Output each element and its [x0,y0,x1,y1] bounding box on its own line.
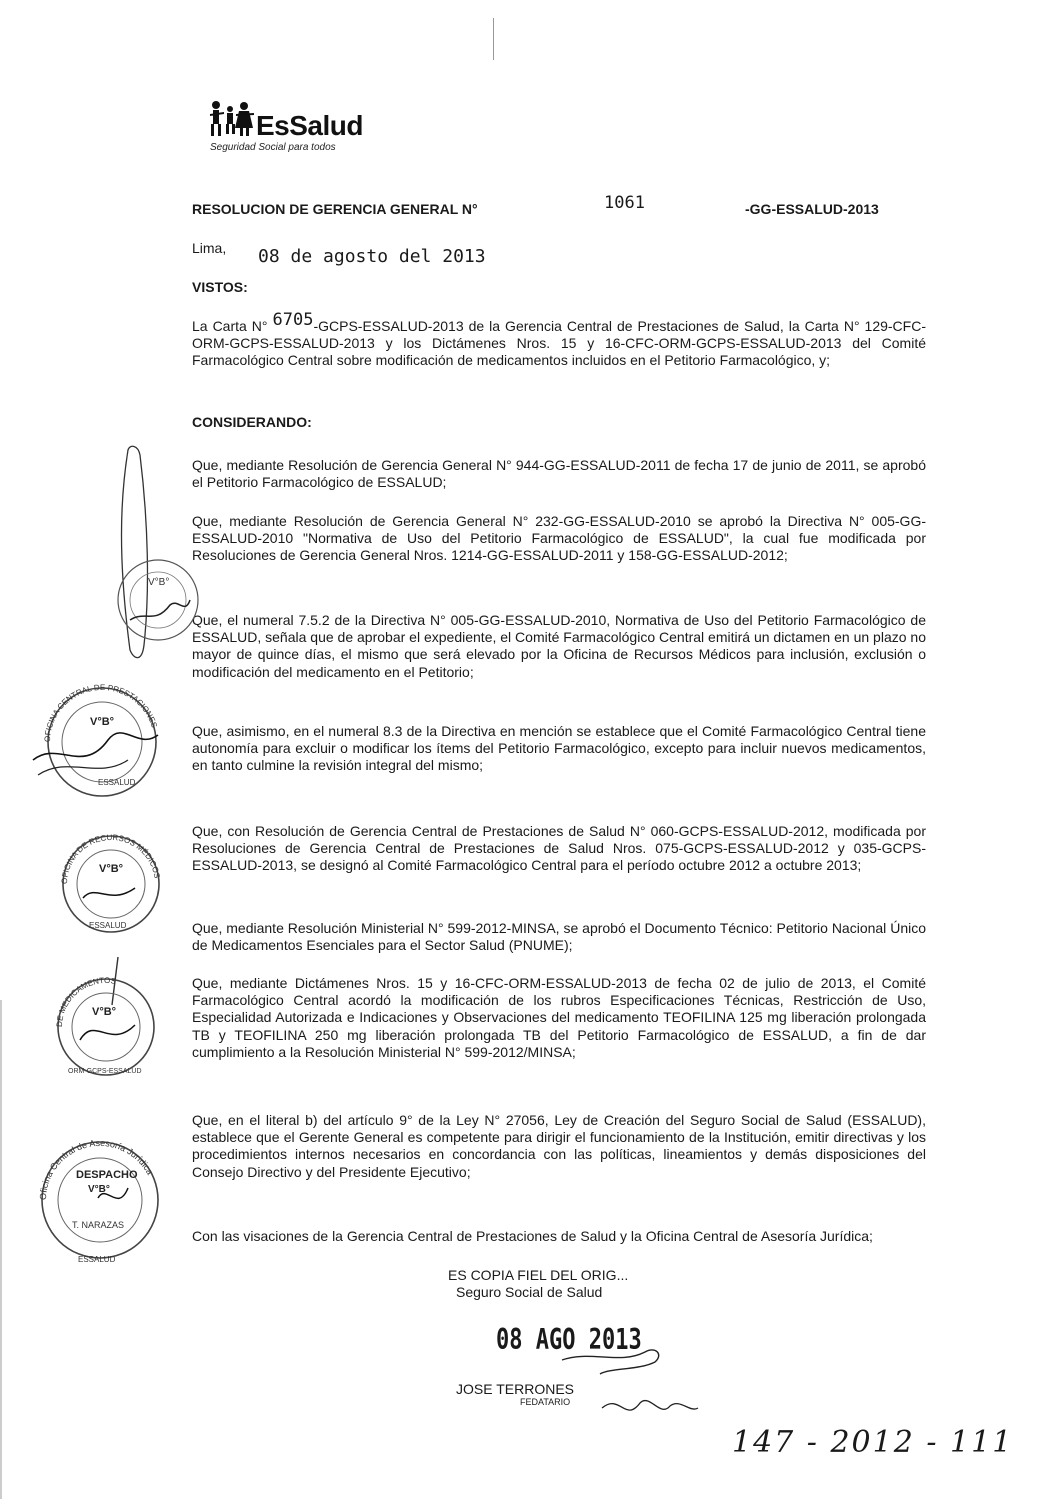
considerando-paragraph-2: Que, mediante Resolución de Gerencia General N° 232-GG-ESSALUD-2010 se aprobó la Directiva N° 005-GG-ESSALUD-2010 "Normativa de Uso del Petitorio Farmacológico de ESSALUD", la cual fue modificada por Resoluciones de Gerencia General Nros. 1214-GG-ESSALUD-2011 y 158-GG-ESSALUD-2012; [192,513,926,564]
certification-date: 08 AGO 2013 [496,1324,642,1357]
stamp5-label: V°B° [88,1184,110,1195]
certified-copy-line-2: Seguro Social de Salud [456,1284,603,1300]
place-label: Lima, [192,240,227,256]
notary-signature [600,1388,700,1428]
signature-stamp-1 [100,440,200,670]
file-number: 147 - 2012 - 111 [732,1425,1014,1460]
stamp3-bottom-text: ESSALUD [89,921,127,930]
stamp1-label: V°B° [148,577,170,588]
vistos-paragraph [192,310,926,370]
scan-edge [0,1000,2,1499]
certification-signature [560,1340,670,1380]
vistos-heading: VISTOS: [192,279,248,295]
scan-mark [493,18,494,60]
stamp5-bottom-text: ESSALUD [78,1255,116,1264]
stamp4-bottom-text: ORM-GCPS-ESSALUD [68,1068,142,1075]
considerando-paragraph-7: Que, mediante Dictámenes Nros. 15 y 16-CFC-ORM-ESSALUD-2013 de fecha 02 de julio de 2013, el Comité Farmacológico Central acordó la modificación de los rubros Especificaciones Técnicas, Restricción de Uso, Especialidad Autorizada e Indicaciones y Observaciones del medicamento TEOFILINA 125 mg liberación prolongada TB y TEOFILINA 250 mg liberación prolongada TB del Petitorio Farmacológico de ESSALUD, a fin de dar cumplimiento a la Resolución Ministerial N° 599-2012/MINSA; [192,975,926,1060]
resolution-date: 08 de agosto del 2013 [258,246,486,267]
stamp4-ring-text: DE MEDICAMENTOS [54,975,117,1028]
considerando-paragraph-4: Que, asimismo, en el numeral 8.3 de la Directiva en mención se establece que el Comité Farmacológico Central tiene autonomía para excluir o modificar los ítems del Petitorio Farmacológico, excepto para incluir nuevos medicamentos, en tanto culmine la revisión integral del mismo; [192,723,926,774]
office-stamp-2 [28,680,178,800]
svg-text:OFICINA DE RECURSOS MÉDICOS [60,833,162,884]
stamp3-ring-text: OFICINA DE RECURSOS MÉDICOS [59,832,162,885]
office-stamp-4 [40,955,170,1085]
considerando-paragraph-3: Que, el numeral 7.5.2 de la Directiva N° 005-GG-ESSALUD-2010, Normativa de Uso del Petitorio Farmacológico de ESSALUD, señala que de aprobar el expediente, el Comité Farmacológico Central emitirá un dictamen en un plazo no mayor de quince días, el mismo que será elevado por la Oficina de Recursos Médicos para inclusión, exclusión o modificación del medicamento en el Petitorio; [192,612,926,680]
notary-role: FEDATARIO [520,1397,571,1407]
vistos-text-before: La Carta N° [192,318,268,334]
considerando-heading: CONSIDERANDO: [192,414,312,430]
office-stamp-5 [28,1128,173,1273]
stamp3-label: V°B° [99,863,124,875]
resolution-number: 1061 [604,193,645,213]
considerando-paragraph-9: Con las visaciones de la Gerencia Central de Prestaciones de Salud y la Oficina Central de Asesoría Jurídica; [192,1228,873,1244]
resolution-label: RESOLUCION DE GERENCIA GENERAL N° [192,201,478,217]
considerando-paragraph-5: Que, con Resolución de Gerencia Central de Prestaciones de Salud N° 060-GCPS-ESSALUD-2012, modificada por Resoluciones de Gerencia Central de Prestaciones de Salud Nros. 075-GCPS-ESSALUD-2012 y 035-GCPS-ESSALUD-2013, se designó al Comité Farmacológico Central para el período octubre 2012 a octubre 2013; [192,823,926,874]
stamp2-label: V°B° [90,716,115,728]
essalud-logo [208,100,408,156]
office-stamp-3 [55,828,167,940]
stamp4-label: V°B° [92,1006,117,1018]
considerando-paragraph-6: Que, mediante Resolución Ministerial N° 599-2012-MINSA, se aprobó el Documento Técnico: Petitorio Nacional Único de Medicamentos Esenciales para el Sector Salud (PNUME); [192,920,926,954]
notary-name: JOSE TERRONES [456,1381,574,1397]
stamp5-name: T. NARAZAS [72,1220,125,1230]
svg-text:DE MEDICAMENTOS [55,976,117,1027]
stamp2-ring-text: OFICINA CENTRAL DE PRESTACIONES [42,682,159,743]
certified-copy-line-1: ES COPIA FIEL DEL ORIG... [448,1267,629,1283]
resolution-suffix: -GG-ESSALUD-2013 [745,201,879,217]
stamp5-ring-text: Oficina Central de Asesoría Jurídica [37,1137,156,1201]
vistos-text-after: -GCPS-ESSALUD-2013 de la Gerencia Central de Prestaciones de Salud, la Carta N° 129-CFC-ORM-GCPS-ESSALUD-2013 y los Dictámenes Nros. 15 y 16-CFC-ORM-GCPS-ESSALUD-2013 del Comité Farmacológico Central sobre modificación de medicamentos incluidos en el Petitorio Farmacológico, y; [192,318,926,369]
logo-name: EsSalud [256,110,363,141]
carta-number: 6705 [272,310,314,330]
considerando-paragraph-8: Que, en el literal b) del artículo 9° de la Ley N° 27056, Ley de Creación del Seguro Social de Salud (ESSALUD), establece que el Gerente General es competente para dirigir el funcionamiento de la Institución, emitir directivas y los procedimientos internos necesarios en concordancia con las políticas, lineamientos y demás disposiciones del Consejo Directivo y del Presidente Ejecutivo; [192,1112,926,1180]
stamp5-top-text: DESPACHO [76,1169,138,1181]
stamp2-bottom-text: ESSALUD [98,778,136,787]
considerando-paragraph-1: Que, mediante Resolución de Gerencia General N° 944-GG-ESSALUD-2011 de fecha 17 de junio de 2011, se aprobó el Petitorio Farmacológico de ESSALUD; [192,457,926,491]
logo-tagline: Seguridad Social para todos [210,142,336,153]
